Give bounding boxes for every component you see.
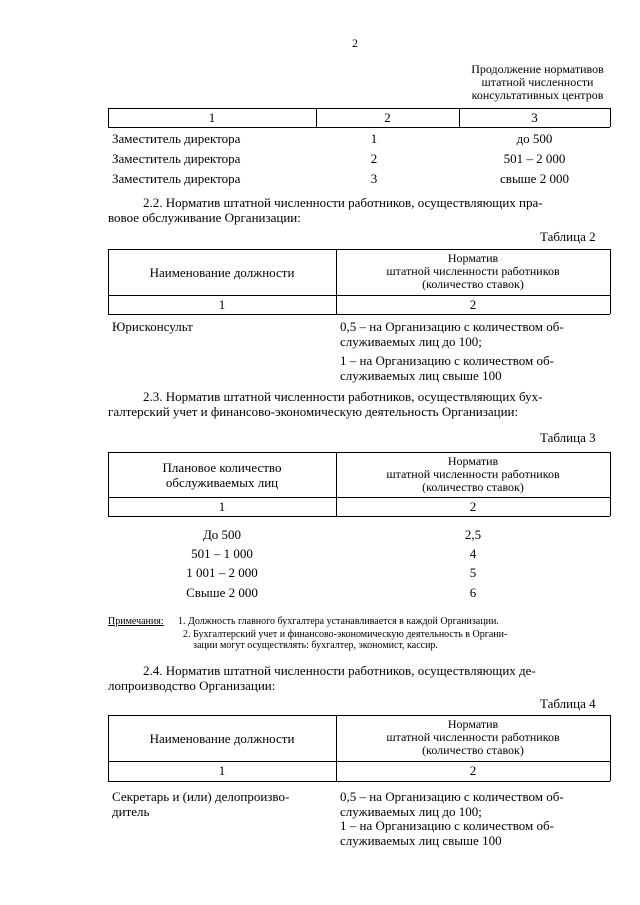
table-4-header-position: Наименование должности bbox=[149, 731, 295, 746]
notes-label: Примечания: bbox=[108, 616, 164, 627]
table-1-col-number: 2 bbox=[384, 110, 391, 125]
table-3-header-served: Плановое количество обслуживаемых лиц bbox=[162, 460, 282, 490]
table-4-col-number: 1 bbox=[218, 763, 226, 778]
table-4-header-norm: Норматив штатной численности работников (количество ставок) bbox=[386, 717, 560, 757]
section-2-2-text: 2.2. Норматив штатной численности работников, осуществляющих пра- вовое обслуживание Организации: bbox=[108, 195, 543, 225]
table-3-col-number: 2 bbox=[469, 499, 477, 514]
table-1-position: Заместитель директора bbox=[112, 131, 241, 146]
table-1-col-number: 1 bbox=[208, 110, 216, 125]
table-1-count: 2 bbox=[370, 151, 378, 166]
table-2-col-number: 2 bbox=[469, 297, 477, 312]
table-2-col-number: 1 bbox=[218, 297, 226, 312]
table-2-header-norm: Норматив штатной численности работников (количество ставок) bbox=[386, 251, 560, 291]
table-2-norm: 1 – на Организацию с количеством об- служиваемых лиц свыше 100 bbox=[340, 353, 554, 383]
table-1-limit: 501 – 2 000 bbox=[503, 151, 566, 166]
table-3-served: До 500 bbox=[202, 527, 242, 542]
table-2-label: Таблица 2 bbox=[540, 229, 596, 244]
section-2-4-text: 2.4. Норматив штатной численности работников, осуществляющих де- лопроизводство Организации: bbox=[108, 663, 536, 693]
table-3-label: Таблица 3 bbox=[540, 430, 596, 445]
table-1-limit: до 500 bbox=[516, 131, 553, 146]
table-4-norm: 0,5 – на Организацию с количеством об- служиваемых лиц до 100; bbox=[340, 789, 564, 819]
table-3-served: 1 001 – 2 000 bbox=[186, 565, 258, 580]
table-3-header-norm: Норматив штатной численности работников (количество ставок) bbox=[386, 454, 560, 494]
table-3-col-number: 1 bbox=[218, 499, 226, 514]
table-2-header-position: Наименование должности bbox=[149, 265, 295, 280]
page-number: 2 bbox=[352, 36, 358, 50]
table-4-position: Секретарь и (или) делопроизво- дитель bbox=[112, 789, 290, 819]
section-2-3-text: 2.3. Норматив штатной численности работников, осуществляющих бух- галтерский учет и финансово-экономическую деятельность Организации: bbox=[108, 389, 543, 419]
table-3-served: Свыше 2 000 bbox=[186, 585, 258, 600]
table-1-col-number: 3 bbox=[531, 110, 538, 125]
table-3-rate: 5 bbox=[469, 565, 477, 580]
table-3-rate: 4 bbox=[469, 546, 477, 561]
table-2-norm: 0,5 – на Организацию с количеством об- служиваемых лиц до 100; bbox=[340, 319, 564, 349]
table-3-rate: 6 bbox=[469, 585, 477, 600]
table-4-label: Таблица 4 bbox=[540, 696, 596, 711]
table-3-served: 501 – 1 000 bbox=[191, 546, 253, 561]
table-1-position: Заместитель директора bbox=[112, 171, 241, 186]
table-4-norm: 1 – на Организацию с количеством об- служиваемых лиц свыше 100 bbox=[340, 818, 554, 848]
note-1: 1. Должность главного бухгалтера устанавливается в каждой Организации. bbox=[178, 616, 499, 627]
table-1-count: 1 bbox=[370, 131, 378, 146]
table-4-col-number: 2 bbox=[469, 763, 477, 778]
table-3-rate: 2,5 bbox=[464, 527, 482, 542]
table-1-limit: свыше 2 000 bbox=[500, 171, 569, 186]
note-2: 2. Бухгалтерский учет и финансово-экономическую деятельность в Органи- зации могут осуществлять: бухгалтер, экономист, кассир. bbox=[183, 629, 508, 651]
continuation-heading: Продолжение нормативов штатной численности консультативных центров bbox=[471, 62, 604, 102]
table-1-position: Заместитель директора bbox=[112, 151, 241, 166]
table-2-position: Юрисконсульт bbox=[112, 319, 193, 334]
table-1-count: 3 bbox=[370, 171, 378, 186]
